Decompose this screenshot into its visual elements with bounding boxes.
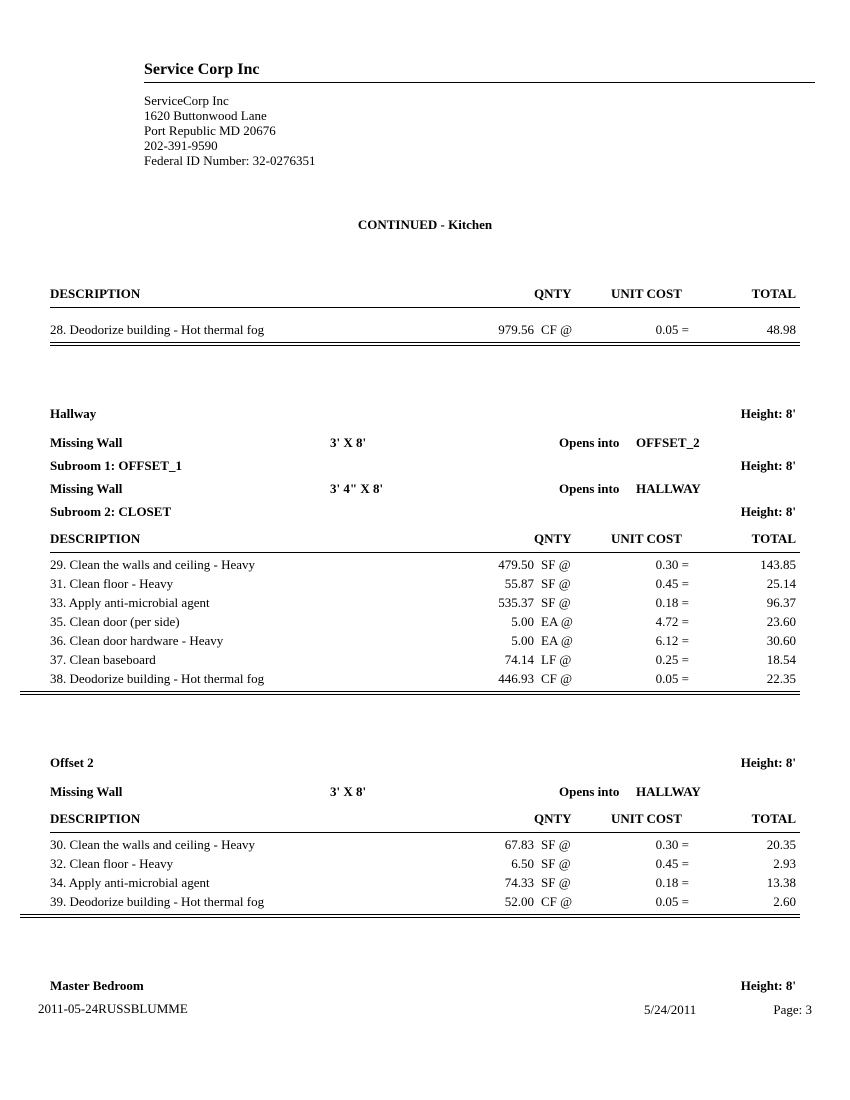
opens-into-value: HALLWAY [636, 784, 701, 799]
item-unit: EA @ [541, 633, 573, 648]
missing-wall-label: Missing Wall [50, 481, 123, 496]
column-header-qnty: QNTY [534, 286, 572, 301]
federal-id: Federal ID Number: 32-0276351 [144, 153, 316, 168]
subroom-height: Height: 8' [740, 458, 796, 473]
column-header-description: DESCRIPTION [50, 811, 141, 826]
item-unit: LF @ [541, 652, 572, 667]
missing-wall-dimensions: 3' X 8' [330, 784, 367, 799]
item-unit: SF @ [541, 557, 571, 572]
missing-wall-dimensions: 3' 4" X 8' [330, 481, 384, 496]
item-total: 30.60 [766, 633, 796, 648]
room-height: Height: 8' [740, 755, 796, 770]
item-description: 34. Apply anti-microbial agent [50, 875, 210, 890]
item-description: 37. Clean baseboard [50, 652, 156, 667]
item-description: 28. Deodorize building - Hot thermal fog [50, 322, 265, 337]
missing-wall-label: Missing Wall [50, 435, 123, 450]
footer-file-id: 2011-05-24RUSSBLUMME [38, 1001, 188, 1016]
section-title: CONTINUED - Kitchen [357, 217, 493, 232]
opens-into-label: Opens into [559, 435, 620, 450]
item-unit: SF @ [541, 576, 571, 591]
missing-wall-label: Missing Wall [50, 784, 123, 799]
item-quantity: 67.83 [504, 837, 534, 852]
opens-into-label: Opens into [559, 481, 620, 496]
item-description: 39. Deodorize building - Hot thermal fog [50, 894, 265, 909]
item-quantity: 6.50 [511, 856, 534, 871]
column-header-unit-cost: UNIT COST [611, 531, 682, 546]
company-title: Service Corp Inc [144, 61, 260, 78]
room-name: Offset 2 [50, 755, 94, 770]
opens-into-value: OFFSET_2 [636, 435, 700, 450]
subroom-label: Subroom 2: CLOSET [50, 504, 172, 519]
item-quantity: 74.33 [504, 875, 534, 890]
column-header-total: TOTAL [751, 811, 796, 826]
item-unit: EA @ [541, 614, 573, 629]
item-quantity: 535.37 [498, 595, 534, 610]
missing-wall-dimensions: 3' X 8' [330, 435, 367, 450]
item-description: 31. Clean floor - Heavy [50, 576, 174, 591]
opens-into-value: HALLWAY [636, 481, 701, 496]
item-unit-cost: 0.05 = [655, 322, 689, 337]
footer-page-number: Page: 3 [773, 1002, 812, 1017]
item-unit-cost: 0.45 = [655, 576, 689, 591]
item-unit-cost: 0.05 = [655, 671, 689, 686]
room-height: Height: 8' [740, 406, 796, 421]
item-quantity: 446.93 [498, 671, 534, 686]
item-total: 23.60 [766, 614, 796, 629]
item-description: 32. Clean floor - Heavy [50, 856, 174, 871]
subroom-height: Height: 8' [740, 504, 796, 519]
footer-date: 5/24/2011 [644, 1002, 697, 1017]
subroom-label: Subroom 1: OFFSET_1 [50, 458, 182, 473]
item-quantity: 55.87 [504, 576, 534, 591]
item-unit-cost: 0.18 = [655, 595, 689, 610]
header-rule [50, 307, 800, 308]
item-unit: CF @ [541, 322, 573, 337]
column-header-unit-cost: UNIT COST [611, 811, 682, 826]
column-header-description: DESCRIPTION [50, 286, 141, 301]
item-unit-cost: 0.18 = [655, 875, 689, 890]
column-header-qnty: QNTY [534, 531, 572, 546]
column-header-total: TOTAL [751, 286, 796, 301]
column-header-description: DESCRIPTION [50, 531, 141, 546]
item-total: 25.14 [766, 576, 796, 591]
item-total: 22.35 [766, 671, 796, 686]
column-header-qnty: QNTY [534, 811, 572, 826]
header-rule [50, 832, 800, 833]
item-unit-cost: 0.30 = [655, 837, 689, 852]
item-description: 29. Clean the walls and ceiling - Heavy [50, 557, 256, 572]
item-quantity: 74.14 [504, 652, 534, 667]
section-end-rule [20, 914, 800, 918]
item-unit-cost: 6.12 = [655, 633, 689, 648]
item-total: 2.60 [773, 894, 796, 909]
item-total: 18.54 [766, 652, 796, 667]
item-total: 48.98 [766, 322, 796, 337]
header-rule [50, 552, 800, 553]
section-end-rule [20, 691, 800, 695]
item-unit-cost: 0.45 = [655, 856, 689, 871]
item-unit: SF @ [541, 856, 571, 871]
item-unit-cost: 0.30 = [655, 557, 689, 572]
item-description: 38. Deodorize building - Hot thermal fog [50, 671, 265, 686]
item-description: 35. Clean door (per side) [50, 614, 180, 629]
column-header-unit-cost: UNIT COST [611, 286, 682, 301]
item-unit: CF @ [541, 894, 573, 909]
item-quantity: 5.00 [511, 633, 534, 648]
item-unit-cost: 4.72 = [655, 614, 689, 629]
section-end-rule [50, 342, 800, 346]
item-total: 20.35 [766, 837, 796, 852]
item-unit: CF @ [541, 671, 573, 686]
column-header-total: TOTAL [751, 531, 796, 546]
address-line: 202-391-9590 [144, 138, 218, 153]
item-total: 96.37 [766, 595, 796, 610]
item-quantity: 5.00 [511, 614, 534, 629]
item-quantity: 979.56 [498, 322, 534, 337]
address-line: Port Republic MD 20676 [144, 123, 276, 138]
item-description: 30. Clean the walls and ceiling - Heavy [50, 837, 256, 852]
item-total: 13.38 [766, 875, 796, 890]
item-quantity: 52.00 [504, 894, 534, 909]
item-total: 143.85 [760, 557, 796, 572]
item-unit: SF @ [541, 875, 571, 890]
header-divider [144, 82, 815, 83]
address-line: 1620 Buttonwood Lane [144, 108, 267, 123]
address-line: ServiceCorp Inc [144, 93, 229, 108]
room-name: Hallway [50, 406, 97, 421]
item-unit-cost: 0.25 = [655, 652, 689, 667]
item-description: 36. Clean door hardware - Heavy [50, 633, 224, 648]
room-height: Height: 8' [740, 978, 796, 993]
item-unit-cost: 0.05 = [655, 894, 689, 909]
room-name: Master Bedroom [50, 978, 144, 993]
opens-into-label: Opens into [559, 784, 620, 799]
item-quantity: 479.50 [498, 557, 534, 572]
item-unit: SF @ [541, 837, 571, 852]
item-total: 2.93 [773, 856, 796, 871]
item-unit: SF @ [541, 595, 571, 610]
item-description: 33. Apply anti-microbial agent [50, 595, 210, 610]
